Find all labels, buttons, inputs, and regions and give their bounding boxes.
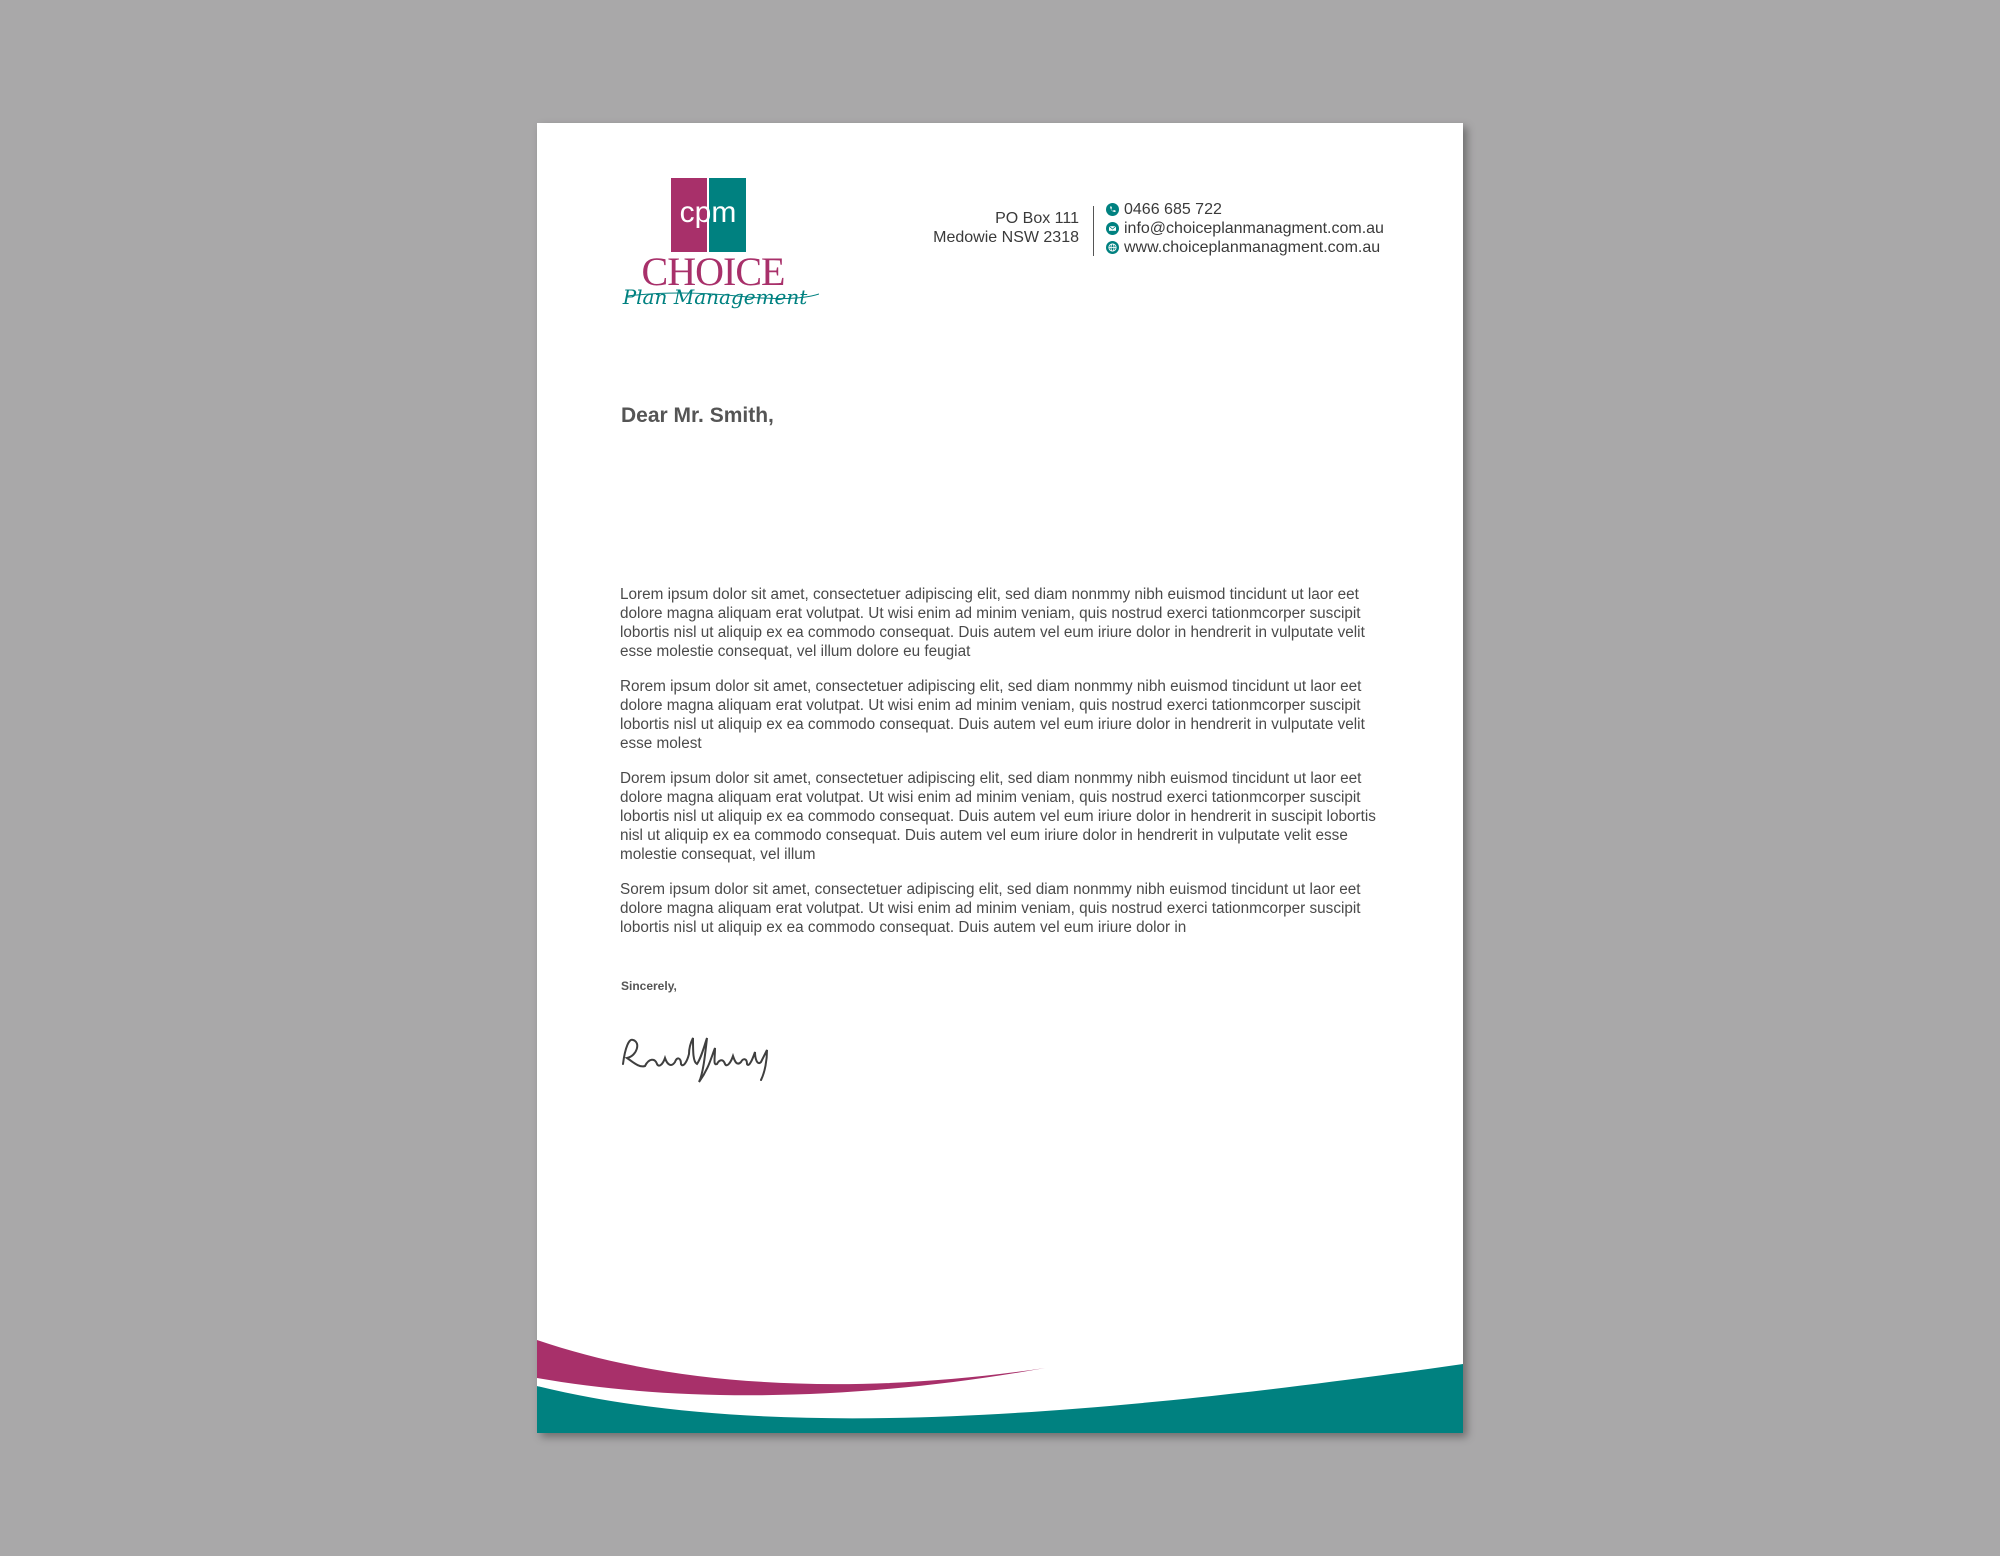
handwritten-signature <box>619 1028 789 1093</box>
body-paragraph: Sorem ipsum dolor sit amet, consectetuer adipiscing elit, sed diam nonmmy nibh euismod tincidunt ut laor eet dolore magna aliquam erat volutpat. Ut wisi enim ad minim veniam, quis nostrud exerci tationmcorper suscipit lobortis nisl ut aliquip ex ea commodo consequat. Duis autem vel eum iriure dolor in <box>620 881 1361 936</box>
footer-wave-decoration <box>537 1318 1463 1433</box>
letter-salutation: Dear Mr. Smith, <box>621 404 774 427</box>
contact-info <box>1106 200 1384 257</box>
email-icon <box>1106 222 1119 235</box>
contact-phone[interactable] <box>1106 200 1384 219</box>
address-line-2: Medowie NSW 2318 <box>933 229 1079 246</box>
body-paragraph: Dorem ipsum dolor sit amet, consectetuer adipiscing elit, sed diam nonmmy nibh euismod tincidunt ut laor eet dolore magna aliquam erat volutpat. Ut wisi enim ad minim veniam, quis nostrud exerci tationmcorper suscipit lobortis nisl ut aliquip ex ea commodo consequat. Duis autem vel eum iriure dolor in hendrerit in suscipit lobortis nisl ut aliquip ex ea commodo consequat. Duis autem vel eum iriure dolor in hendrerit in vulputate velit esse molestie consequat, vel illum <box>620 770 1376 863</box>
email-address: info@choiceplanmanagment.com.au <box>1124 220 1384 237</box>
body-paragraph: Rorem ipsum dolor sit amet, consectetuer adipiscing elit, sed diam nonmmy nibh euismod tincidunt ut laor eet dolore magna aliquam erat volutpat. Ut wisi enim ad minim veniam, quis nostrud exerci tationmcorper suscipit lobortis nisl ut aliquip ex ea commodo consequat. Duis autem vel eum iriure dolor in hendrerit in vulputate velit esse molest <box>620 678 1365 752</box>
letter-body <box>620 585 1382 953</box>
body-paragraph: Lorem ipsum dolor sit amet, consectetuer adipiscing elit, sed diam nonmmy nibh euismod tincidunt ut laor eet dolore magna aliquam erat volutpat. Ut wisi enim ad minim veniam, quis nostrud exerci tationmcorper suscipit lobortis nisl ut aliquip ex ea commodo consequat. Duis autem vel eum iriure dolor in hendrerit in vulputate velit esse molestie consequat, vel illum dolore eu feugiat <box>620 586 1365 660</box>
address-line-1: PO Box 111 <box>995 210 1079 227</box>
postal-address <box>933 209 1079 247</box>
letter-closing: Sincerely, <box>621 979 677 993</box>
website-url: www.choiceplanmanagment.com.au <box>1124 239 1381 256</box>
phone-number: 0466 685 722 <box>1124 201 1222 218</box>
phone-icon <box>1106 203 1119 216</box>
logo-tagline: Plan Management <box>622 285 808 309</box>
logo-wordmark: CHOICE <box>641 249 785 294</box>
company-logo <box>619 178 819 328</box>
header-divider <box>1093 206 1094 256</box>
contact-email[interactable] <box>1106 219 1384 238</box>
letterhead-page <box>537 123 1463 1433</box>
logo-monogram: cpm <box>679 196 737 229</box>
globe-icon <box>1106 241 1119 254</box>
contact-website[interactable] <box>1106 238 1384 257</box>
